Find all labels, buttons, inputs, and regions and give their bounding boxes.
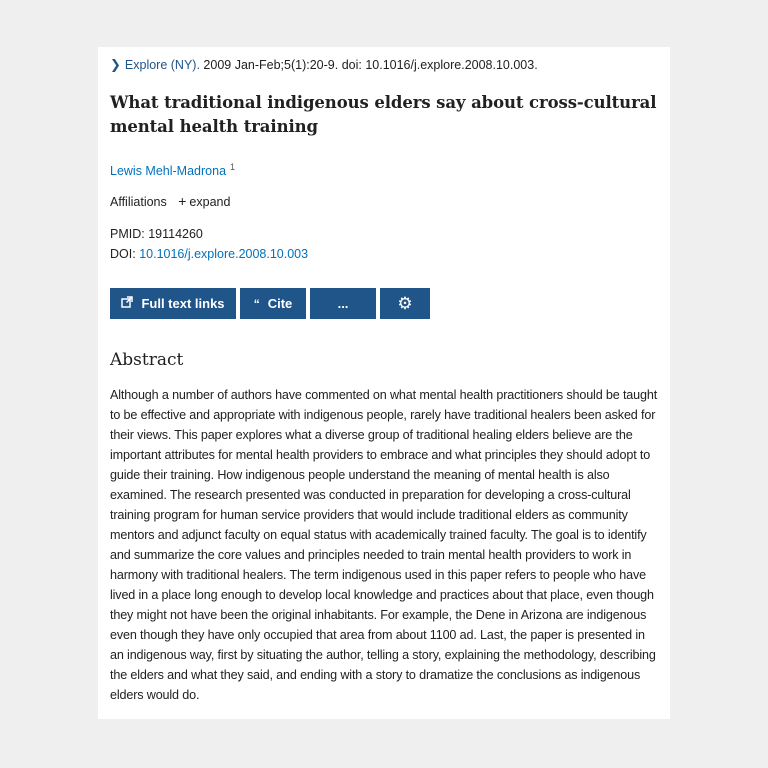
full-text-links-button[interactable] [110,288,236,319]
more-label: ... [337,296,349,312]
settings-button[interactable] [380,288,430,319]
external-link-icon [121,296,133,311]
chevron-right-icon: ❯ [110,57,121,72]
cite-label: Cite [267,296,293,312]
doi-link[interactable]: 10.1016/j.explore.2008.10.003 [139,247,309,262]
citation-line [110,57,658,73]
abstract-heading: Abstract [110,350,184,371]
action-bar [110,288,658,319]
author-list [110,159,658,179]
expand-toggle[interactable] [170,195,230,209]
gear-icon: ⚙ [397,293,413,313]
abstract-text: Although a number of authors have commented on what mental health practitioners should be taught to be effective and appropriate with indigenous people, rarely have traditional healers been asked for their views. This paper explores what a diverse group of traditional healing elders believe are the important attributes for mental health providers to embrace and what principles they should adopt to guide their training. How indigenous people understand the meaning of mental health is also examined. The research presented was conducted in preparation for developing a cross-cultural training program for human service providers that would include traditional elders as community mentors and adjunct faculty on equal status with academically trained faculty. The goal is to identify and summarize the core values and principles needed to train mental health providers to work in harmony with traditional healers. The term indigenous used in this paper refers to people who have lived in a place long enough to develop local knowledge and practices about that place, even though they might not have been the original inhabitants. For example, the Dene in Arizona are indigenous even though they have only occupied that area from about 1100 ad. Last, the paper is presented in an indigenous way, first by situating the author, telling a story, explaining the methodology, describing the elders and what they said, and ending with a story to dramatize the conclusions as indigenous elders would do. [110,388,658,703]
expand-label: expand [189,195,231,210]
author-affiliation-ref[interactable]: 1 [230,162,236,172]
citation-details: 2009 Jan-Feb;5(1):20-9. doi: 10.1016/j.explore.2008.10.003. [203,58,538,72]
article-card [98,47,670,719]
doi-label: DOI: [110,247,136,262]
cite-button[interactable] [240,288,306,319]
full-text-links-label: Full text links [141,296,225,312]
more-button[interactable] [310,288,376,319]
journal-link[interactable]: Explore (NY). [124,58,200,72]
plus-icon: + [178,193,187,210]
author-link[interactable]: Lewis Mehl-Madrona [110,164,227,179]
pmid: PMID: 19114260 [110,227,203,242]
quote-icon: “ [253,296,260,311]
affiliations-label: Affiliations [110,195,167,210]
affiliations [110,193,658,210]
article-title: What traditional indigenous elders say about cross-cultural mental health training [110,93,657,136]
doi-row [110,244,658,264]
identifiers [110,224,658,264]
